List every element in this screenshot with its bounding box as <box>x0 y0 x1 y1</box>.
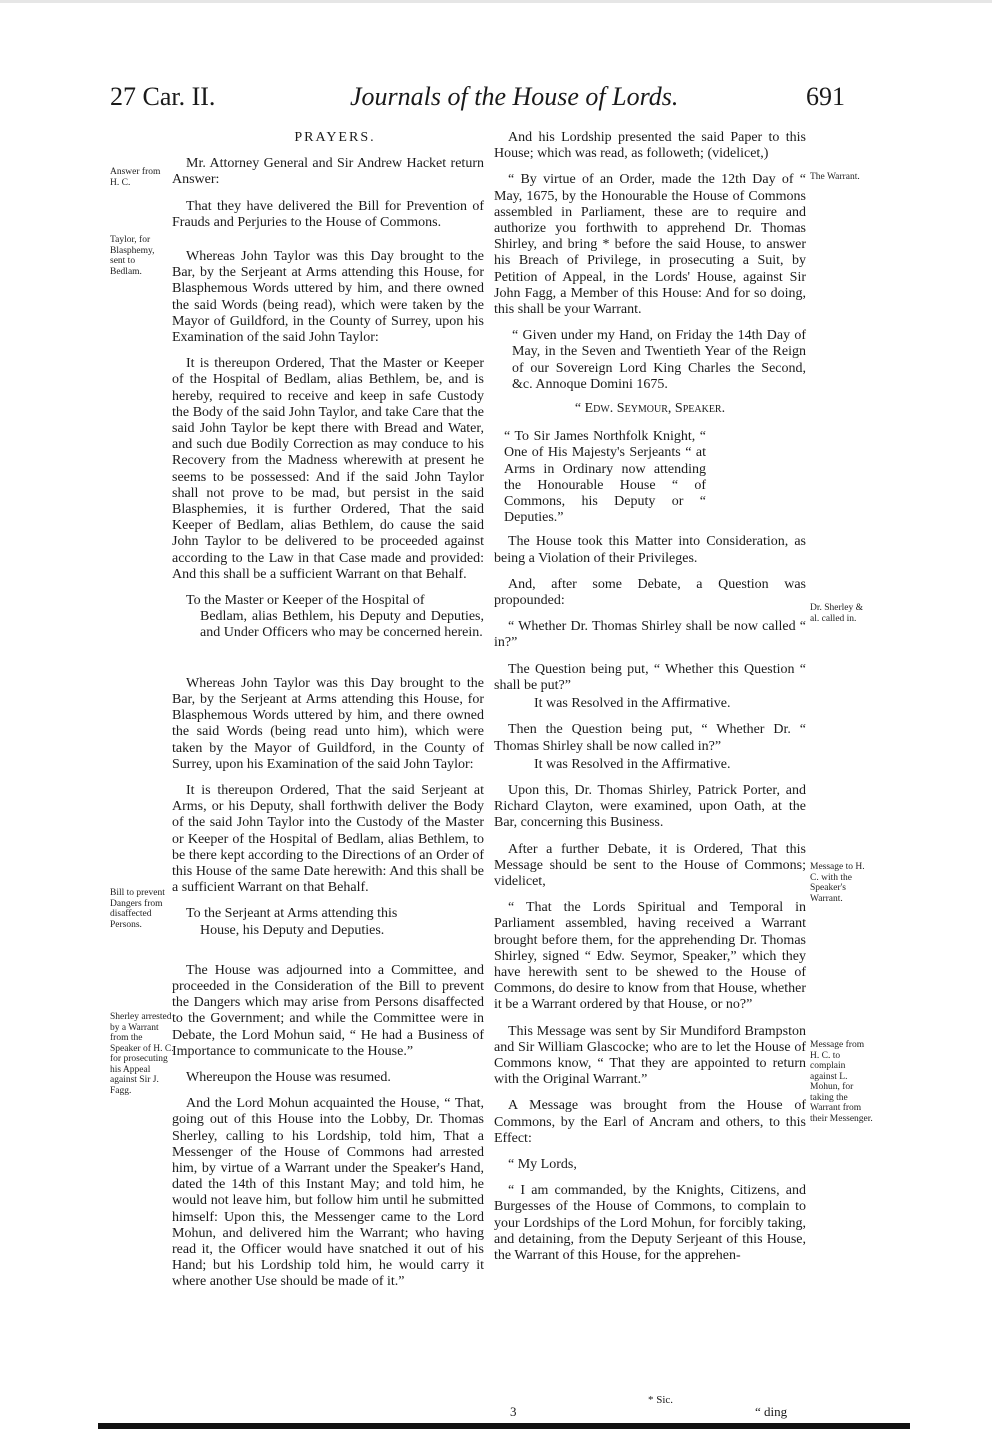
margin-note: Dr. Sherley & al. called in. <box>810 603 864 624</box>
address-text: To the Serjeant at Arms attending this <box>186 906 398 922</box>
paragraph: “ My Lords, <box>508 1156 577 1172</box>
margin-note: Message to H. C. with the Speaker's Warrant. <box>810 862 865 904</box>
page-number: 691 <box>806 82 845 111</box>
paragraph: After a further Debate, it is Ordered, That this Message should be sent to the House of Commons; videlicet, <box>494 841 806 889</box>
paragraph: That they have delivered the Bill for Prevention of Frauds and Perjuries to the House of Commons. <box>172 198 484 230</box>
paragraph: “ Given under my Hand, on Friday the 14th Day of May, in the Seven and Twentieth Year of the Reign of our Sovereign Lord King Charles the Second, &c. Annoque Domini 1675. <box>512 328 806 392</box>
paragraph: Mr. Attorney General and Sir Andrew Hacket return Answer: <box>172 156 484 188</box>
paragraph: It is thereupon Ordered, That the said Serjeant at Arms, or his Deputy, shall forthwith deliver the Body of the said John Taylor into the Custody of the Master or Keeper of the Hospital of Bedlam, alias Bethlem, to be there kept according to the Directions of an Order of this House of the same Date herewith: And this shall be a sufficient Warrant on that Behalf. <box>172 782 484 896</box>
margin-note: Taylor, for Blasphemy, sent to Bedlam. <box>110 235 155 277</box>
paragraph: Whereas John Taylor was this Day brought to the Bar, by the Serjeant at Arms attending this House, for Blasphemous Words uttered by him, and there owned the said Words (being read unto him), which were taken by the Mayor of Guildford, in the County of Surrey, upon his Examination of the said John Taylor: <box>172 675 484 772</box>
left-column <box>172 130 484 1301</box>
paragraph: The House was adjourned into a Committee, and proceeded in the Consideration of the Bill to prevent the Dangers which may arise from Persons disaffected to the Government; and while the Committee were in Debate, the Lord Mohun said, “ He had a Business of Importance to communicate to the House.” <box>172 962 484 1059</box>
address-line <box>172 906 484 938</box>
address-text: To the Master or Keeper of the Hospital of <box>186 593 425 609</box>
running-head-title: Journals of the House of Lords. <box>350 82 679 111</box>
signature-mark: 3 <box>510 1404 517 1419</box>
address-text: Bedlam, alias Bethlem, his Deputy and Deputies, and Under Officers who may be concerned herein. <box>200 609 484 641</box>
bottom-rule <box>98 1423 910 1429</box>
signature-line: “ Edw. Seymour, Speaker. <box>574 401 726 417</box>
margin-note: Sherley arrested by a Warrant from the Speaker of H. C. for prosecuting his Appeal against Sir J. Fagg. <box>110 1012 174 1096</box>
right-column <box>494 130 806 1274</box>
catchword: “ ding <box>755 1404 788 1419</box>
top-edge <box>0 0 992 3</box>
paragraph: And his Lordship presented the said Paper to this House; which was read, as followeth; (videlicet,) <box>494 130 806 162</box>
paragraph: A Message was brought from the House of Commons, by the Earl of Ancram and others, to this Effect: <box>494 1098 806 1146</box>
resolution: It was Resolved in the Affirmative. <box>534 696 731 712</box>
address-block: “ To Sir James Northfolk Knight, “ One of His Majesty's Serjeants “ at Arms in Ordinary now attending the Honourable House “ of Commons, his Deputy or “ Deputies.” <box>504 429 706 526</box>
paragraph: “ Whether Dr. Thomas Shirley shall be now called “ in?” <box>494 619 806 651</box>
paragraph: It is thereupon Ordered, That the Master or Keeper of the Hospital of Bedlam, alias Bethlem, be, and is hereby, required to receive and keep in safe Custody the Body of the said John Taylor, and take Care that the said John Taylor be kept there with Bread and Water, and such due Bodily Correction as may conduce to his Recovery from the Madness wherewith at present he seems to be possessed: And if the said John Taylor shall not prove to be mad, but persist in the said Blasphemies, it is further Ordered, That the said Keeper of Bedlam, alias Bethlem, do cause the said John Taylor to be delivered to be proceeded against according to the Law in that Case made and provided: And this shall be a sufficient Warrant on that Behalf. <box>172 356 484 582</box>
address-text: House, his Deputy and Deputies. <box>200 922 385 938</box>
section-heading: PRAYERS. <box>294 130 376 145</box>
paragraph: “ By virtue of an Order, made the 12th Day of “ May, 1675, by the Honourable the House of Commons assembled in Parliament, these are to require and authorize you forthwith to apprehend Dr. Thomas Shirley, and bring * before the said House, to answer his Breach of Privilege, in prosecuting a Suit, by Petition of Appeal, in the Lords' House, against Sir John Fagg, a Member of this House: And for so doing, this shall be your Warrant. <box>494 172 806 318</box>
paragraph: Then the Question being put, “ Whether Dr. “ Thomas Shirley shall be now called in?” <box>494 722 806 754</box>
paragraph: Whereupon the House was resumed. <box>186 1069 391 1085</box>
paragraph: This Message was sent by Sir Mundiford Brampston and Sir William Glascocke; who are to let the House of Commons know, “ That they are appointed to return with the Original Warrant.” <box>494 1023 806 1088</box>
margin-note: The Warrant. <box>810 172 860 182</box>
footnote: * Sic. <box>648 1394 674 1406</box>
paragraph: Whereas John Taylor was this Day brought to the Bar, by the Serjeant at Arms attending this House, for Blasphemous Words uttered by him, and there owned the said Words (being read), which were taken by the Mayor of Guildford, in the County of Surrey, upon his Examination of the said John Taylor: <box>172 249 484 346</box>
margin-note: Bill to prevent Dangers from disaffected Persons. <box>110 888 165 930</box>
paragraph: “ That the Lords Spiritual and Temporal in Parliament assembled, having received a Warrant brought before them, for the apprehending Dr. Thomas Shirley, signed “ Edw. Seymor, Speaker,” which they have herewith sent to be shewed to the House of Commons, do desire to know from that House, whether it be a Warrant ordered by that House, or no?” <box>494 900 806 1013</box>
margin-note: Answer from H. C. <box>110 167 161 188</box>
paragraph: The House took this Matter into Consideration, as being a Violation of their Privileges. <box>494 534 806 566</box>
paragraph: And, after some Debate, a Question was propounded: <box>494 576 806 609</box>
margin-note: Message from H. C. to complain against L. Mohun, for taking the Warrant from their Messenger. <box>810 1040 873 1124</box>
resolution: It was Resolved in the Affirmative. <box>534 756 731 772</box>
paragraph: The Question being put, “ Whether this Question “ shall be put?” <box>494 661 806 693</box>
address-line <box>172 593 484 642</box>
paragraph: Upon this, Dr. Thomas Shirley, Patrick Porter, and Richard Clayton, were examined, upon Oath, at the Bar, concerning this Business. <box>494 782 806 831</box>
running-head-regnal: 27 Car. II. <box>110 82 216 111</box>
paragraph: “ I am commanded, by the Knights, Citizens, and Burgesses of the House of Commons, to complain to your Lordships of the Lord Mohun, for forcibly taking, and detaining, from the Deputy Serjeant of this House, the Warrant of this House, for the apprehen- <box>494 1183 806 1263</box>
paragraph: And the Lord Mohun acquainted the House, “ That, going out of this House into the Lobby, Dr. Thomas Sherley, calling to his Lordship, told him, That a Messenger of the House of Commons had arrested him, by virtue of a Warrant under the Speaker's Hand, dated the 14th of this Instant May; and told him, he would not leave him, but follow him until he submitted himself: Upon this, the Messenger came to the Lord Mohun, and delivered him the Warrant; who having read it, the Officer would have snatched it out of his Hand; but his Lordship told him, he would carry it where another Use should be made of it.” <box>172 1096 484 1290</box>
